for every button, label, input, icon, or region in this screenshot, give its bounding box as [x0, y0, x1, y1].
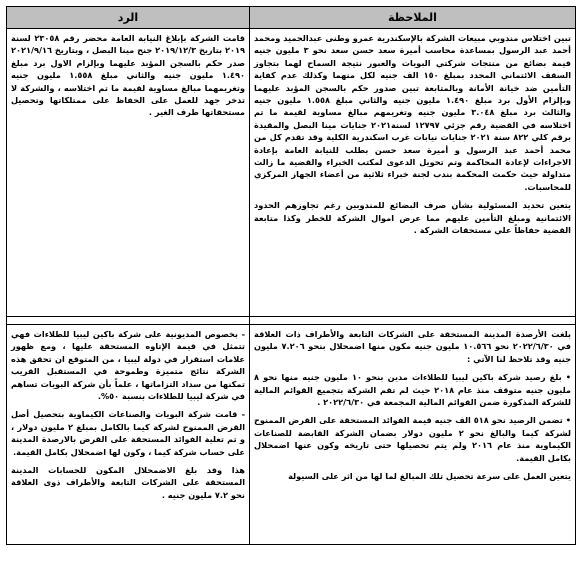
note-paragraph: يتعين العمل على سرعة تحصيل تلك المبالغ لما لها من اثر على السيولة — [288, 471, 571, 482]
note-paragraph: • تضمن الرصيد نحو ٥١٨ الف جنيه قيمة الفوائد المستحقة على القرض الممنوح لشركة كيما والبالغ نحو ٢ مليون دولار بضمان الشركة القابضة للصناعات الكيماوية منذ عام ٢٠١٦ ولم يتم تحصيلها حتى تاريخه وكون عنها اضمحلال بكامل القيمة. — [254, 415, 571, 463]
reply-cell — [7, 29, 250, 317]
reply-column-header: الرد — [7, 7, 250, 29]
note-paragraph: تبين اختلاس مندوبي مبيعات الشركة بالإسكندرية عمرو وطنى عبدالحميد ومحمد أحمد عبد الرسول بمساعدة محاسب أميرة سعد حسن سعد نحو ٣ مليون جنيه قيمة بضائع من منتجات شركتي البويات والعبور نتيجة السماح لهما بتجاوز السقف الائتماني المحدد بمبلغ ١٥٠ الف جنيه لكل منهما وكذلك عدم كفاية التأمين ضد خيانة الأمانة وبالمتابعة تبين صدور حكم بالسجن المؤبد عليهما وبإلزام الأول برد مبلغ ١.٤٩٠ مليون جنيه والثاني مبلغ ١.٥٥٨ مليون جنيه والثالث برد مبلغ ٣.٠٤٨ مليون جنيه وتغريمهم مبالغ مساوية لقيمة ما تم اختلاسه في القضية رقم جزئي ١٢٧٩٧ لسنة٢٠٢١ جنايات مينا البصل والمقيدة برقم كلي ٨٢٢ سنة ٢٠٢١ جنايات نيابات غرب اسكندرية الكلية وقد تقدم كل من محمد أحمد عبد الرسول و أميرة سعد حسن بطلب للنيابة العامة بإعادة الاجراءات لإعادة المحاكمة وتم تحويل الدعوى لمكتب الخبراء والقضية ما زالت متداولة حيث حكمت المحكمة بندب لجنة خبراء ثلاثية من أعضاء الجهاز المركزي للمحاسبات. — [254, 33, 572, 192]
note-column-header: الملاحظة — [250, 7, 576, 29]
note-paragraph: • بلغ رصيد شركة باكين ليبيا للطلاءات مدين بنحو ١٠ مليون جنيه منها نحو ٨ مليون جنيه متوقف منذ عام ٢٠١٨ حيث لم تقم الشركة بتجميع القوائم المالية للشركة المذكورة ضمن القوائم المالية المجمعة في ٢٠٢٢/٦/٣٠ . — [254, 372, 572, 408]
note-cell — [250, 29, 576, 317]
table-spacer-row — [7, 317, 576, 325]
table-row — [7, 325, 576, 545]
notes-replies-table — [6, 6, 576, 545]
note-cell — [250, 325, 576, 545]
reply-paragraph: قامت الشركة بإبلاغ النيابة العامة محضر رقم ٢٣٠٥٨ لسنة ٢٠١٩ بتاريخ ٢٠١٩/١٢/٣ جنح مينا البصل ، وبتاريخ ٢٠٢١/٩/١٦ صدر حكم بالسجن المؤبد عليهما وبإلزام الاول برد مبلغ ١.٤٩٠ مليون جنيه والثاني مبلغ ١.٥٥٨ مليون جنيه وتغريمهما مبالغ مساوية لقيمة ما تم اختلاسه ، والشركة لا تدخر جهد للعمل على الحفاظ على ممتلكاتها وتحصيل مستحقاتها طرف الغير . — [11, 33, 245, 118]
reply-paragraph: هذا وقد بلغ الاضمحلال المكون للحسابات المدينة المستحقة على الشركات التابعة والأطراف ذوى العلاقة نحو ٧.٢ مليون جنيه . — [11, 465, 245, 500]
reply-cell — [7, 325, 250, 545]
reply-paragraph: - قامت شركة البويات والصناعات الكيماوية بتحصيل أصل القرض الممنوح لشركة كيما بالكامل بمبلغ ٢ مليون دولار ، و تم تعلية الفوائد المستحقة على القرض بالارصدة المدينة على حساب شركة كيما ، وكون لها اضمحلال بكامل القيمة. — [11, 409, 246, 457]
note-paragraph: بلغت الأرصدة المدينة المستحقة على الشركات التابعة والأطراف ذات العلاقة في ٢٠٢٢/٦/٣٠ نحو ١٠.٥٦٦ مليون جنيه مكون منها اضمحلال بنحو ٧.٢٠٦ مليون جنيه وقد تلاحظ لنا الآتي : — [254, 329, 571, 364]
table-header-row — [7, 7, 576, 29]
table-row — [7, 29, 576, 317]
note-paragraph: يتعين تحديد المسئولية بشأن صرف البضائع للمندوبين رغم تجاوزهم الحدود الائتمانية ومبلغ التأمين عليهم مما عرض اموال الشركة للخطر وكذا متابعة القضية حفاظاً علي مستحقات الشركة . — [254, 200, 571, 236]
reply-paragraph: - بخصوص المديونية على شركة باكين ليبيا للطلاءات فهي تتمثل في قيمة الإتاوه المستحقة عليها ، ومع ظهور علامات استقرار في دولة ليبيا ، من المتوقع ان تحقق هذه الشركة نتائج متميزة وطموحة في المستقبل القريب تمكنها من سداد التزاماتها ، علماً بأن شركة البويات تساهم في شركة ليبيا للطلاءات بنسبة ٥٠%. — [11, 329, 245, 402]
